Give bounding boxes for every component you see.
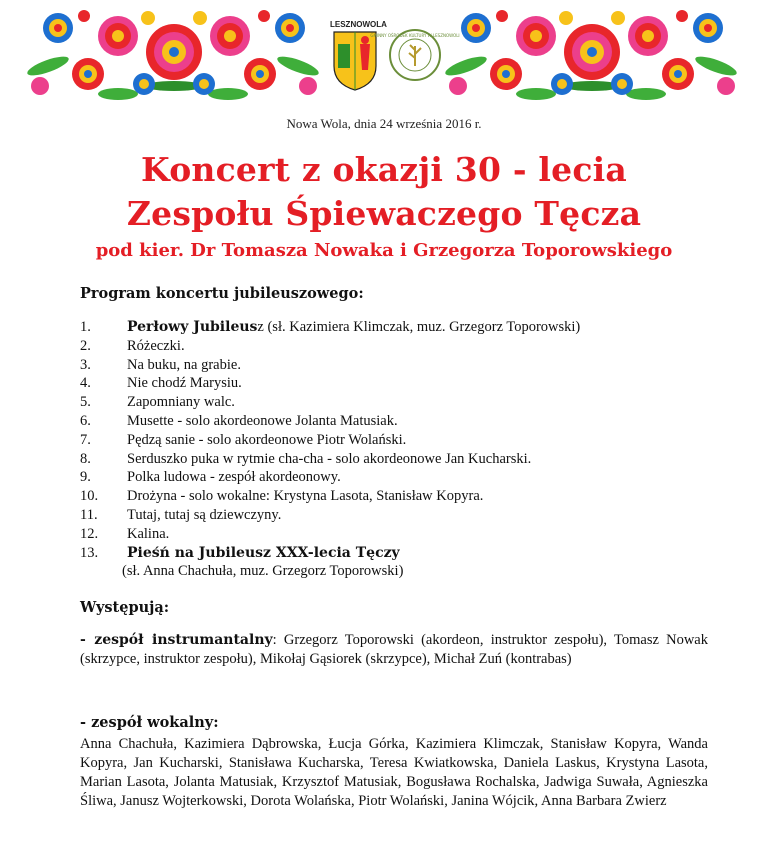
date-line: Nowa Wola, dnia 24 września 2016 r. (286, 116, 482, 131)
item-text: Serduszko puka w rytmie cha-cha - solo akordeonowe Jan Kucharski. (127, 450, 532, 467)
program-item (80, 374, 720, 393)
item-number: 4. (80, 375, 91, 392)
item-number: 5. (80, 394, 91, 411)
item-text: Musette - solo akordeonowe Jolanta Matusiak. (127, 412, 398, 429)
item-number: 8. (80, 450, 91, 467)
item-number: 10. (80, 488, 99, 505)
item-number: 7. (80, 431, 91, 448)
vocal-ensemble-members: Anna Chachuła, Kazimiera Dąbrowska, Łucja Górka, Kazimiera Klimczak, Stanisław Kopyra, Wanda Kopyra, Jan Kucharski, Stanisława Kucharska, Teresa Kwiatkowska, Daniela Laskus, Krystyna Lasota, Marian Lasota, Jolanta Matusiak, Krzysztof Matusiak, Bogusława Rochalska, Jadwiga Suwała, Agnieszka Śliwa, Janusz Wojterkowski, Dorota Wolańska, Piotr Wolański, Janina Wójcik, Anna Barbara Zwierz (80, 736, 708, 809)
program-heading: Program koncertu jubileuszowego: (80, 285, 364, 302)
program-item (80, 525, 720, 544)
folk-flower-ornament-right (446, 6, 738, 106)
item-text: Pędzą sanie - solo akordeonowe Piotr Wolański. (127, 431, 407, 448)
program-item-subline (80, 562, 720, 581)
item-number: 13. (80, 544, 99, 561)
gok-lesznowola-logo (370, 28, 460, 82)
item-text: Polka ludowa - zespół akordeonowy. (127, 469, 341, 486)
program-list (80, 318, 720, 581)
item-text: Tutaj, tutaj są dziewczyny. (127, 506, 282, 523)
item-number: 6. (80, 412, 91, 429)
program-item (80, 337, 720, 356)
vocal-ensemble-label: - zespół wokalny: (80, 714, 219, 731)
item-number: 12. (80, 525, 99, 542)
item-number: 1. (80, 319, 91, 335)
program-item (80, 544, 720, 563)
title-line-3: pod kier. Dr Tomasza Nowaka i Grzegorza Toporowskiego (95, 240, 673, 261)
crest-label: LESZNOWOLA (330, 20, 387, 29)
item-text: Zapomniany walc. (127, 394, 235, 411)
item-text: Nie chodź Marysiu. (127, 375, 242, 392)
item-text: Kalina. (127, 525, 170, 542)
gok-ring-text: GMINNY OŚRODEK KULTURY W LESZNOWOLI (370, 33, 460, 38)
item-number: 3. (80, 356, 91, 373)
program-item (80, 356, 720, 375)
program-item (80, 487, 720, 506)
item-number: 2. (80, 337, 91, 354)
item-bold-title: Perłowy Jubileus (127, 319, 258, 335)
title-line-1: Koncert z okazji 30 - lecia (141, 150, 627, 189)
program-item (80, 431, 720, 450)
instrumental-label: - zespół instrumantalny (80, 632, 273, 648)
instrumental-ensemble-paragraph (80, 631, 708, 669)
program-item (80, 393, 720, 412)
header-banner (0, 0, 768, 110)
instrumental-members: : Grzegorz Toporowski (akordeon, instruktor zespołu), Tomasz Nowak (skrzypce, instruktor zespołu), Mikołaj Gąsiorek (skrzypce), Michał Zuń (kontrabas) (80, 632, 708, 667)
lesznowola-crest-logo (330, 20, 387, 94)
item-number: 9. (80, 469, 91, 486)
program-item (80, 468, 720, 487)
program-item (80, 412, 720, 431)
item-number: 11. (80, 506, 98, 523)
item-text: z (sł. Kazimiera Klimczak, muz. Grzegorz Toporowski) (257, 319, 581, 335)
program-item (80, 450, 720, 469)
crest-shield-icon (330, 30, 380, 92)
item-13-credits: (sł. Anna Chachuła, muz. Grzegorz Toporowski) (122, 563, 404, 580)
program-item (80, 506, 720, 525)
folk-flower-ornament-left (28, 6, 320, 106)
item-text: Drożyna - solo wokalne: Krystyna Lasota, Stanisław Kopyra. (127, 488, 484, 505)
title-line-2: Zespołu Śpiewaczego Tęcza (126, 194, 642, 233)
item-text: Na buku, na grabie. (127, 356, 241, 373)
performers-heading: Występują: (80, 599, 170, 616)
item-text: Różeczki. (127, 337, 185, 354)
program-item (80, 318, 720, 337)
item-bold-title: Pieśń na Jubileusz XXX-lecia Tęczy (127, 544, 400, 561)
